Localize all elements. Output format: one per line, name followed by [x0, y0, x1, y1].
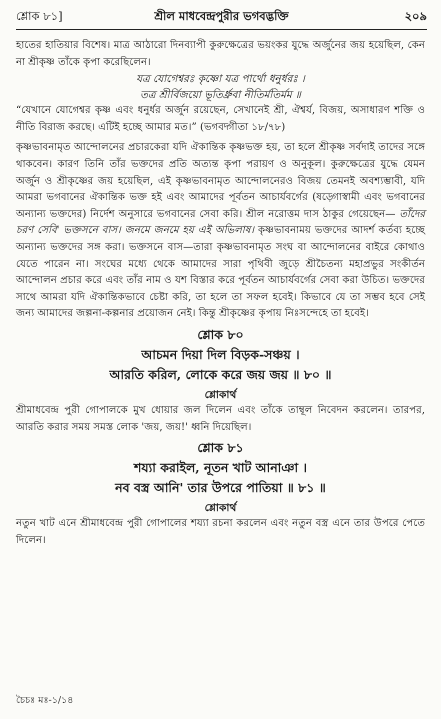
- verse-81-line-2: নব বস্ত্র আনি' তার উপরে পাতিয়া ॥ ৮১ ॥: [115, 480, 326, 496]
- verse-80-line-1: আচমন দিয়া দিল বিড়ক-সঞ্চয় ।: [141, 346, 300, 362]
- gita-quote: “যেখানে যোগেশ্বর কৃষ্ণ এবং ধনুর্ধর অর্জুন রয়েছেন, সেখানেই শ্রী, ঐশ্বর্য, বিজয়, অসাধারণ শক্তি ও নীতি বিরাজ করছে। এটিই হচ্ছে আমার মত।” (ভগবদ্গীতা ১৮/৭৮): [16, 105, 425, 133]
- purport-text: কৃষ্ণভাবনামৃত আন্দোলনের প্রচারকেরা যদি ঐকান্তিক কৃষ্ণভক্ত হয়, তা হলে শ্রীকৃষ্ণ সর্বদাই তাদের সঙ্গে থাকবেন। কারণ তিনি তাঁর ভক্তদের প্রতি অত্যন্ত কৃপা পরায়ণ ও অনুকূল। কুরুক্ষেত্রের যুদ্ধে যেমন অর্জুন ও শ্রীকৃষ্ণের জয় হয়েছিল, এই কৃষ্ণভাবনামৃত আন্দোলনেরও বিজয় তেমনই অবশ্যম্ভাবী, যদি আমরা ভগবানের ঐকান্তিক ভক্ত হই এবং আমাদের পূর্বতন আচার্যবর্গের (ষড়্গোস্বামী এবং ভগবানের অন্যান্য ভক্তদের) নির্দেশ অনুসারে ভগবানের সেবা করি। শ্রীল নরোত্তম দাস ঠাকুর গেয়েছেন—: [16, 142, 425, 220]
- page-footer-signature: চৈচঃ মঃ-১/১৪: [16, 695, 74, 706]
- verse-80-translation: শ্রীমাধবেন্দ্র পুরী গোপালকে মুখ ধোয়ার জল দিলেন এবং তাঁকে তাম্বূল নিবেদন করলেন। তারপর, আরতি করার সময় সমস্ত লোক 'জয়, জয়!' ধ্বনি দিয়েছিল।: [16, 404, 425, 433]
- page-body: [16, 38, 425, 549]
- purport-text-continued: কৃষ্ণভাবনাময় ভক্তদের আদর্শ কর্তব্য হচ্ছে অন্যান্য ভক্তদের সঙ্গ করা। ভক্তসনে বাস—তারা কৃষ্ণভাবনামৃত সংঘ বা আন্দোলনের বাইরে কোথাও যেতে পারেন না। সংঘের মধ্যে থেকে আমাদের সারা পৃথিবী জুড়ে শ্রীচৈতন্য মহাপ্রভুর সংকীর্তন আন্দোলন প্রচার করে এবং তাঁর নাম ও যশ বিস্তার করে পূর্বতন আচার্যবর্গের সেবা করা উচিত। ভক্তদের সাথে আমরা যদি ঐকান্তিকভাবে চেষ্টা করি, তা হলে তা সফল হবেই। কিভাবে যে তা সম্ভব হবে সেই জন্য আমাদের জল্পনা-কল্পনার প্রয়োজন নেই। কিন্তু শ্রীকৃষ্ণের কৃপায় নিঃসন্দেহে তা হবেই।: [16, 225, 425, 320]
- header-verse-ref: শ্লোক ৮১]: [16, 9, 63, 23]
- verse-81-translation: নতুন খাট এনে শ্রীমাধবেন্দ্র পুরী গোপালের শয্যা রচনা করলেন এবং নতুন বস্ত্র এনে তার উপরে পেতে দিলেন।: [16, 518, 425, 546]
- header-rule: [16, 29, 427, 30]
- sanskrit-line-2: তত্র শ্রীর্বিজয়ো ভূতির্ধ্রুবা নীতির্মতির্মম ॥: [140, 89, 301, 102]
- purport-song-quote: তাঁদের চরণ সেবি' ভক্তসনে বাস। জনমে জনমে হয় এই অভিলাষ।: [16, 208, 425, 237]
- header-chapter-title: শ্রীল মাধবেন্দ্রপুরীর ভগবদ্ভক্তি: [154, 9, 289, 23]
- page-header: [16, 6, 427, 26]
- verse-80-line-2: আরতি করিল, লোকে করে জয় জয় ॥ ৮০ ॥: [109, 366, 332, 382]
- verse-81-translation-label: শ্লোকার্থ: [204, 502, 237, 515]
- verse-80-heading: শ্লোক ৮০: [197, 326, 244, 342]
- sanskrit-line-1: যত্র যোগেশ্বরঃ কৃষ্ণো যত্র পার্থো ধনুর্ধরঃ ।: [136, 73, 305, 86]
- verse-80-translation-label: শ্লোকার্থ: [204, 388, 237, 401]
- paragraph-intro: হাতের হাতিয়ার বিশেষ। মাত্র আঠারো দিনব্যাপী কুরুক্ষেত্রের ভয়ংকর যুদ্ধে অর্জুনের জয় হয়েছিল, কেন না শ্রীকৃষ্ণ তাঁকে কৃপা করেছিলেন।: [16, 40, 425, 68]
- verse-81-heading: শ্লোক ৮১: [197, 440, 244, 456]
- header-page-number: ২০৯: [404, 9, 427, 23]
- verse-81-line-1: শয্যা করাইল, নূতন খাট আনাঞা ।: [134, 460, 307, 476]
- paragraph-purport: [16, 140, 425, 323]
